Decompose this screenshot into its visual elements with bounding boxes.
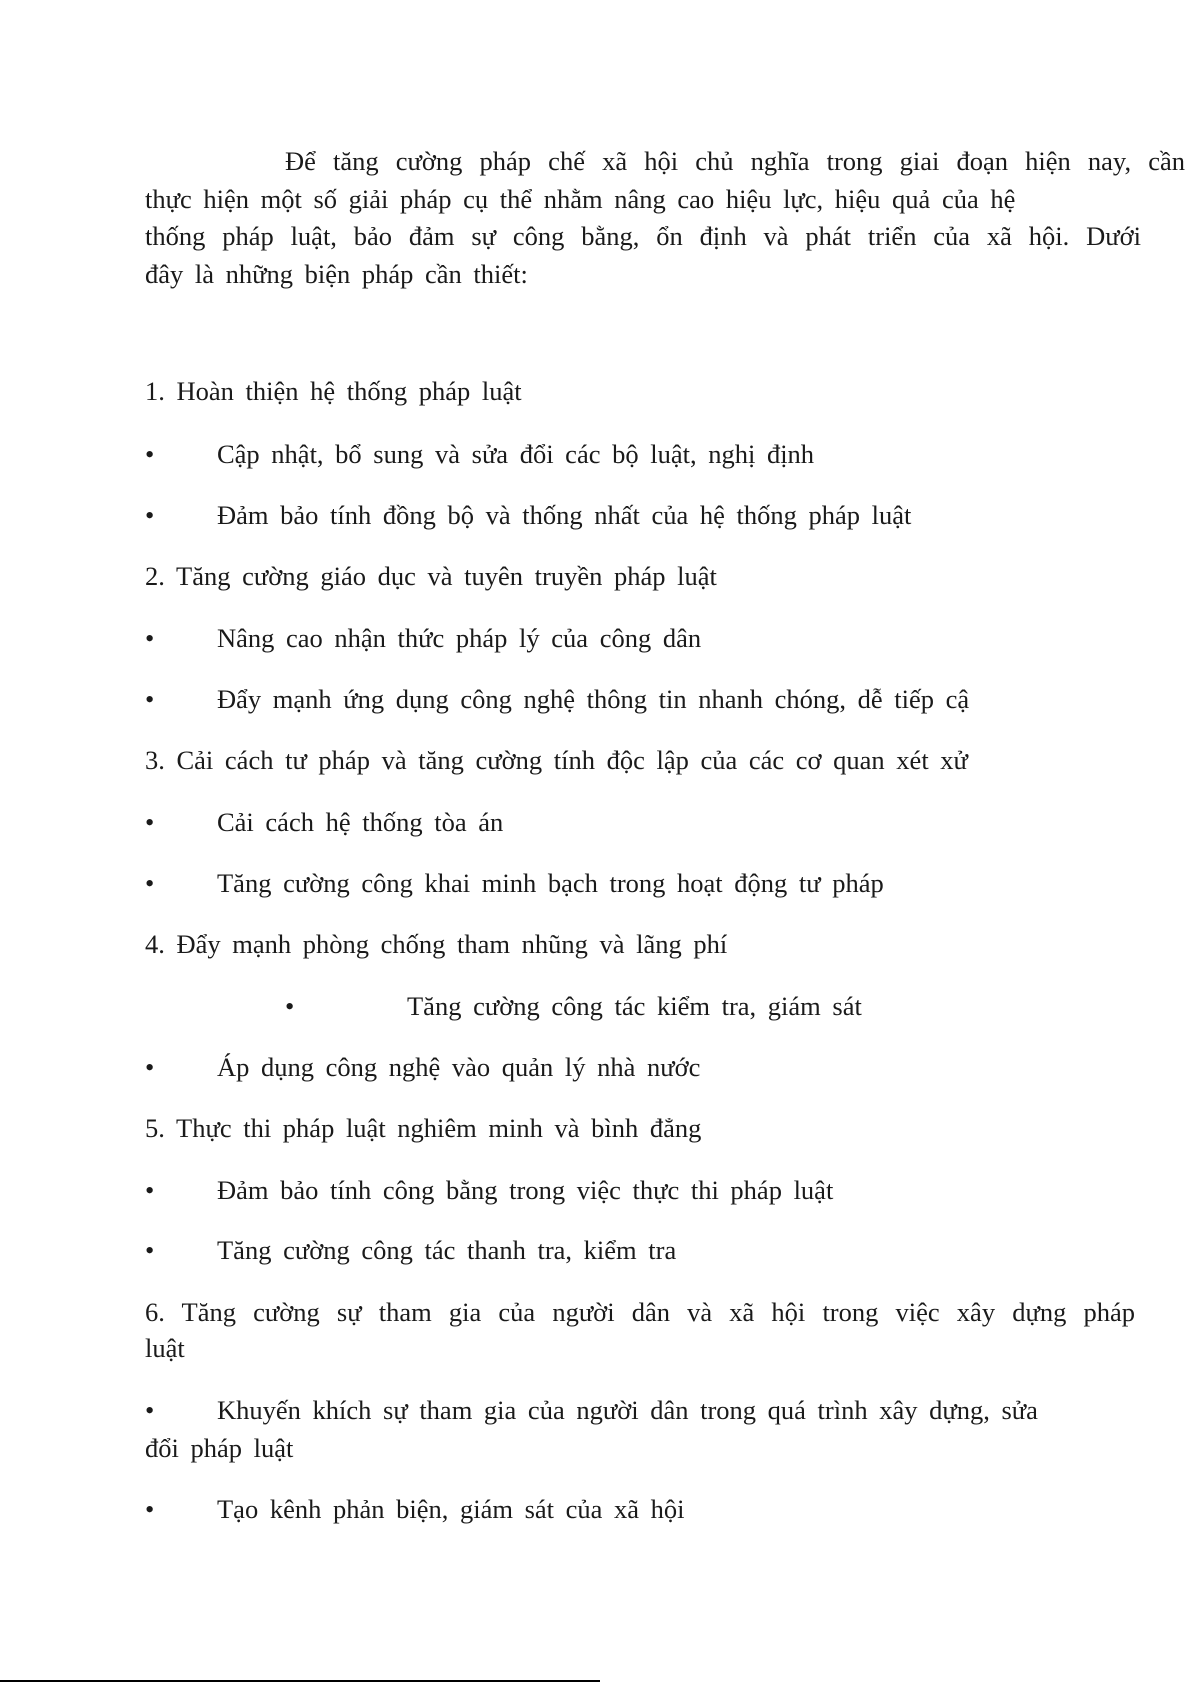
section-heading: 1. Hoàn thiện hệ thống pháp luật	[145, 376, 522, 406]
list-item-text: Cập nhật, bổ sung và sửa đổi các bộ luật, nghị định	[217, 439, 815, 469]
section-heading: 5. Thực thi pháp luật nghiêm minh và bình đẳng	[145, 1113, 702, 1143]
intro-paragraph	[145, 143, 1185, 293]
list-item-text: Đẩy mạnh ứng dụng công nghệ thông tin nhanh chóng, dễ tiếp cậ	[217, 684, 970, 714]
bullet-icon: •	[145, 868, 155, 898]
bullet-icon: •	[145, 684, 155, 714]
bullet-icon: •	[145, 500, 155, 530]
section-heading: 3. Cải cách tư pháp và tăng cường tính độc lập của các cơ quan xét xử	[145, 745, 968, 775]
list-item-text: Tăng cường công tác thanh tra, kiểm tra	[217, 1235, 677, 1265]
list-item-text: Áp dụng công nghệ vào quản lý nhà nước	[217, 1052, 701, 1082]
bullet-icon: •	[145, 807, 155, 837]
intro-line: đây là những biện pháp cần thiết:	[145, 258, 528, 289]
page-bottom-rule	[0, 1680, 600, 1682]
bullet-icon: •	[145, 1235, 155, 1265]
section-heading: 4. Đẩy mạnh phòng chống tham nhũng và lãng phí	[145, 929, 728, 959]
list-item-text: Nâng cao nhận thức pháp lý của công dân	[217, 623, 702, 653]
list-item-text: Khuyến khích sự tham gia của người dân trong quá trình xây dựng, sửa	[217, 1395, 1038, 1425]
list-item-text: Tạo kênh phản biện, giám sát của xã hội	[217, 1494, 685, 1524]
section-heading: 6. Tăng cường sự tham gia của người dân và xã hội trong việc xây dựng pháp	[145, 1297, 1135, 1327]
intro-line: thống pháp luật, bảo đảm sự công bằng, ổn định và phát triển của xã hội. Dưới	[145, 221, 1141, 251]
bullet-icon: •	[145, 623, 155, 653]
bullet-icon: •	[145, 1494, 155, 1524]
list-item-text: Tăng cường công tác kiểm tra, giám sát	[407, 991, 862, 1021]
section-heading-continuation: luật	[145, 1333, 185, 1363]
intro-line: thực hiện một số giải pháp cụ thể nhằm nâng cao hiệu lực, hiệu quả của hệ	[145, 183, 1016, 214]
list-item-text: Tăng cường công khai minh bạch trong hoạt động tư pháp	[217, 868, 884, 898]
bullet-icon: •	[285, 991, 295, 1021]
section-heading: 2. Tăng cường giáo dục và tuyên truyền pháp luật	[145, 561, 717, 591]
list-item-continuation: đổi pháp luật	[145, 1433, 294, 1463]
intro-line: Để tăng cường pháp chế xã hội chủ nghĩa trong giai đoạn hiện nay, cần	[285, 146, 1185, 176]
bullet-icon: •	[145, 439, 155, 469]
bullet-icon: •	[145, 1395, 155, 1425]
list-item-text: Đảm bảo tính đồng bộ và thống nhất của hệ thống pháp luật	[217, 500, 912, 530]
bullet-icon: •	[145, 1052, 155, 1082]
list-item-text: Cải cách hệ thống tòa án	[217, 807, 504, 837]
bullet-icon: •	[145, 1175, 155, 1205]
list-item-text: Đảm bảo tính công bằng trong việc thực thi pháp luật	[217, 1175, 834, 1205]
